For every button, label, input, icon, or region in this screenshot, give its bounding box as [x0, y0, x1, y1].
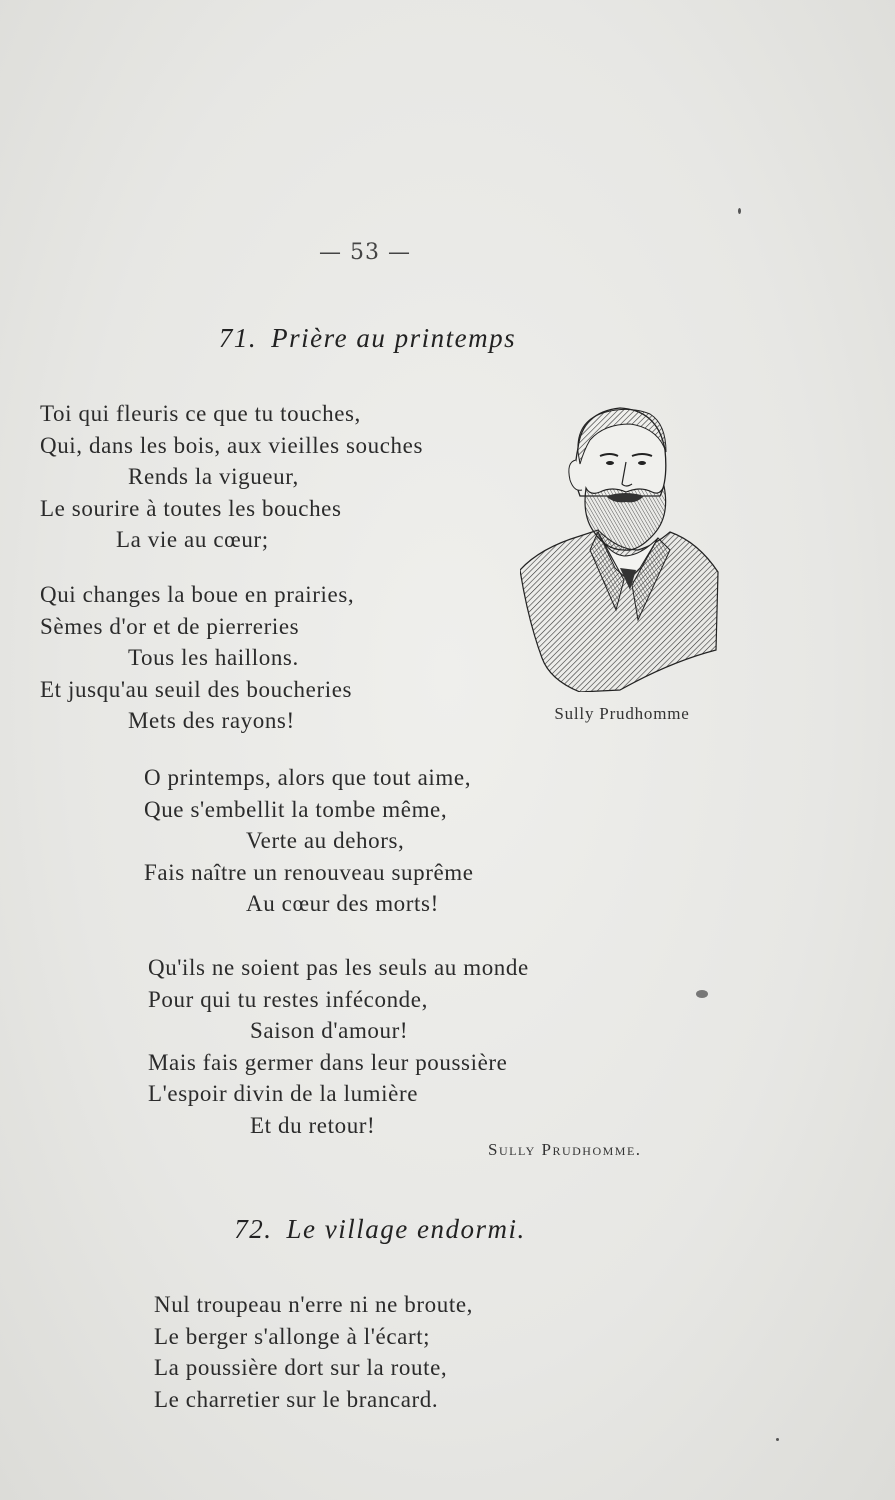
- verse-line: La poussière dort sur la route,: [154, 1355, 448, 1381]
- verse-line: Le sourire à toutes les bouches: [40, 495, 342, 521]
- poem-71-number: 71.: [218, 323, 258, 353]
- verse-line: Au cœur des morts!: [246, 891, 439, 917]
- poem-71-author: Sully Prudhomme.: [488, 1140, 642, 1159]
- page-number: — 53 —: [319, 240, 411, 265]
- verse-line: Toi qui fleuris ce que tu touches,: [40, 401, 361, 426]
- verse-line: Verte au dehors,: [246, 828, 405, 854]
- paper-speck: [776, 1438, 779, 1441]
- paper-speck: [696, 990, 708, 998]
- poem-72-title-text: Le village endormi.: [286, 1214, 526, 1244]
- verse-line: Le berger s'allonge à l'écart;: [154, 1323, 431, 1349]
- verse-line: Et jusqu'au seuil des boucheries: [40, 676, 353, 702]
- verse-line: Tous les haillons.: [128, 645, 299, 671]
- sully-prudhomme-portrait: [520, 400, 720, 692]
- verse-line: Nul troupeau n'erre ni ne broute,: [154, 1292, 474, 1317]
- paper-speck: [738, 208, 741, 214]
- poem-72-stanza: [154, 1289, 473, 1415]
- verse-line: Qu'ils ne soient pas les seuls au monde: [148, 955, 529, 980]
- poem-72-title: [0, 1214, 760, 1245]
- portrait-caption: Sully Prudhomme: [554, 704, 690, 723]
- verse-line: Que s'embellit la tombe même,: [144, 796, 448, 822]
- poem-71-title: [0, 323, 735, 354]
- poem-72-number: 72.: [234, 1214, 273, 1244]
- verse-line: Mais fais germer dans leur poussière: [148, 1049, 508, 1075]
- verse-line: Rends la vigueur,: [128, 464, 299, 490]
- verse-line: Fais naître un renouveau suprême: [144, 859, 474, 885]
- verse-line: Saison d'amour!: [250, 1018, 409, 1044]
- verse-line: Mets des rayons!: [128, 708, 295, 734]
- stanza-2: [40, 579, 354, 737]
- verse-line: Qui changes la boue en prairies,: [40, 582, 355, 607]
- verse-line: Et du retour!: [250, 1112, 376, 1138]
- verse-line: O printemps, alors que tout aime,: [144, 765, 472, 790]
- verse-line: La vie au cœur;: [116, 527, 269, 553]
- poem-71-title-text: Prière au printemps: [271, 323, 517, 353]
- verse-line: Le charretier sur le brancard.: [154, 1386, 439, 1412]
- verse-line: Qui, dans les bois, aux vieilles souches: [40, 432, 424, 458]
- verse-line: Pour qui tu restes inféconde,: [148, 986, 428, 1012]
- stanza-3: [144, 762, 474, 920]
- stanza-1: [40, 398, 423, 556]
- stanza-4: [148, 952, 529, 1142]
- verse-line: L'espoir divin de la lumière: [148, 1081, 419, 1107]
- verse-line: Sèmes d'or et de pierreries: [40, 613, 300, 639]
